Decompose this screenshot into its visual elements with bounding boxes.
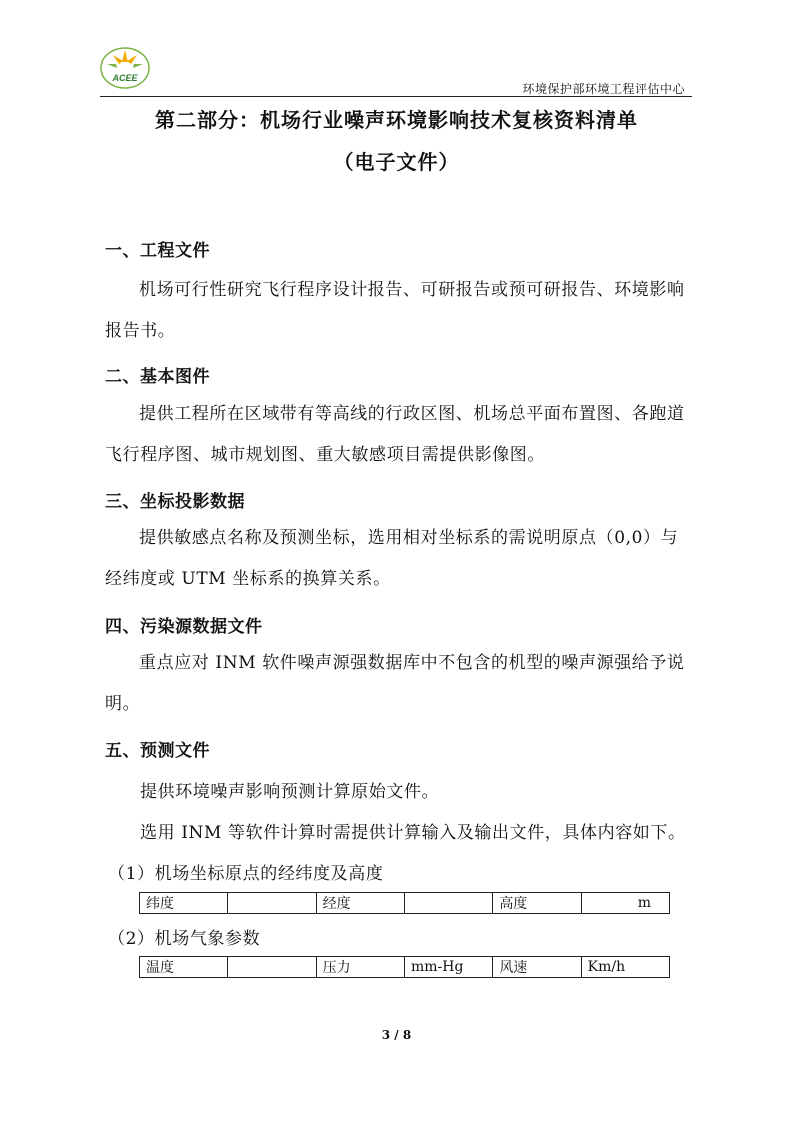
section-text: 提供敏感点名称及预测坐标，选用相对坐标系的需说明原点（0,0）与经纬度或 UTM 坐标系的换算关系。 (105, 528, 679, 589)
logo-text: ACEE (112, 73, 138, 83)
section-heading: 五、预测文件 (105, 741, 210, 761)
section-heading: 一、工程文件 (105, 241, 210, 261)
table-cell: 温度 (140, 957, 228, 978)
table-cell: 压力 (316, 957, 404, 978)
section-heading: 四、污染源数据文件 (105, 617, 263, 637)
section-text: 机场可行性研究飞行程序设计报告、可研报告或预可研报告、环境影响报告书。 (105, 280, 685, 341)
table-row (140, 957, 670, 978)
table-cell (228, 893, 316, 914)
header-divider (100, 96, 692, 97)
section-heading: 二、基本图件 (105, 367, 210, 387)
origin-coordinates-table (139, 892, 670, 914)
page-number: 3 / 8 (381, 1028, 412, 1042)
acee-logo (99, 44, 151, 90)
table-cell: mm-Hg (404, 957, 492, 978)
section-text: 提供工程所在区域带有等高线的行政区图、机场总平面布置图、各跑道飞行程序图、城市规划图、重大敏感项目需提供影像图。 (105, 404, 685, 465)
weather-parameters-table (139, 956, 670, 978)
table-cell: Km/h (581, 957, 669, 978)
table-row (140, 893, 670, 914)
table-cell: 高度 (493, 893, 581, 914)
page-subtitle: （电子文件） (333, 150, 460, 174)
page-title: 第二部分：机场行业噪声环境影响技术复核资料清单 (155, 108, 638, 132)
subsection-label: （2）机场气象参数 (108, 929, 261, 949)
org-name: 环境保护部环境工程评估中心 (522, 82, 685, 96)
table-cell: 经度 (316, 893, 404, 914)
table-cell: 风速 (493, 957, 581, 978)
section-text: 选用 INM 等软件计算时需提供计算输入及输出文件，具体内容如下。 (140, 823, 686, 843)
table-cell (228, 957, 316, 978)
section-heading: 三、坐标投影数据 (105, 492, 245, 512)
table-cell: m (581, 893, 669, 914)
table-cell: 纬度 (140, 893, 228, 914)
section-text: 提供环境噪声影响预测计算原始文件。 (140, 782, 440, 802)
section-text: 重点应对 INM 软件噪声源强数据库中不包含的机型的噪声源强给予说明。 (105, 653, 685, 714)
table-cell (404, 893, 492, 914)
subsection-label: （1）机场坐标原点的经纬度及高度 (108, 864, 384, 884)
